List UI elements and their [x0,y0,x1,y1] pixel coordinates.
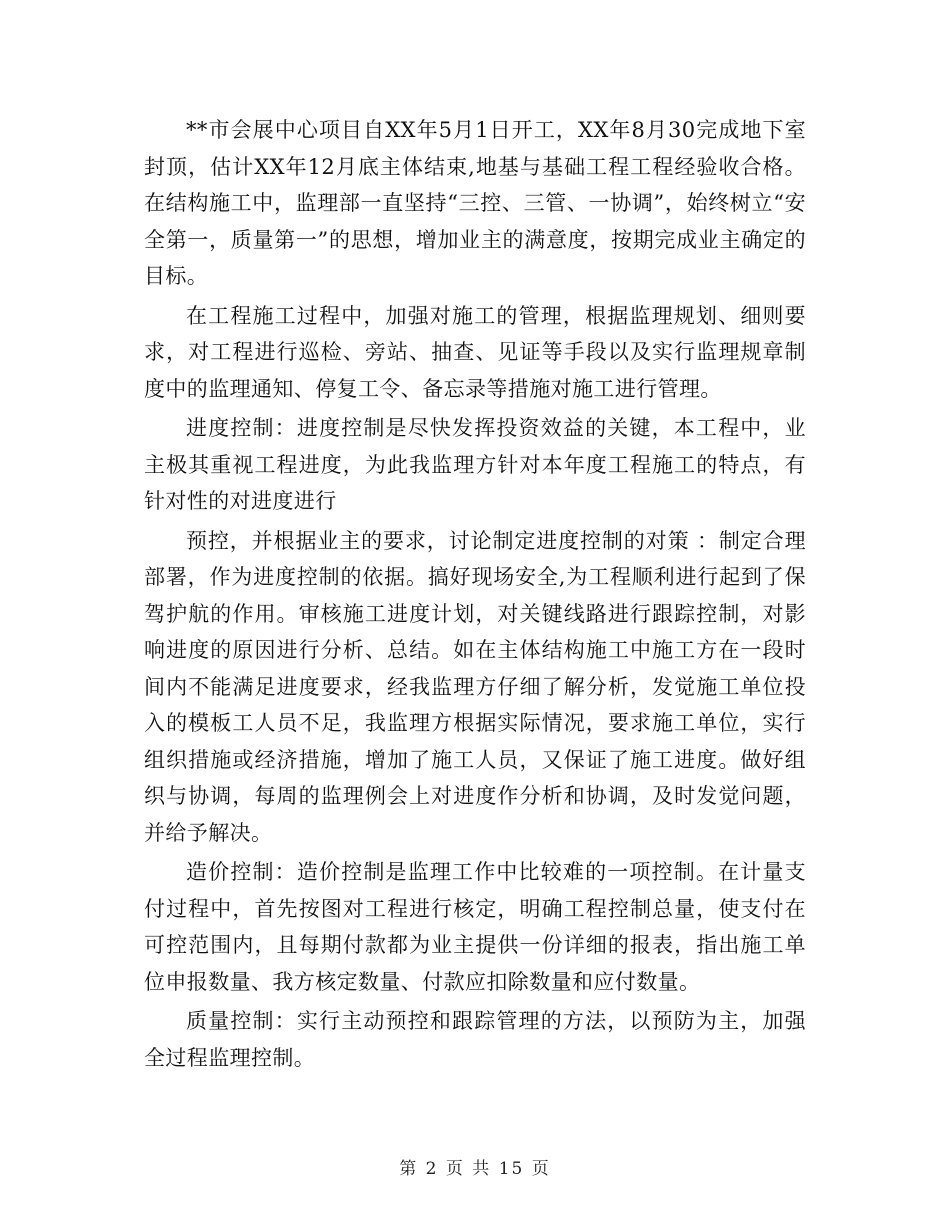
paragraph-project-overview: **市会展中心项目自XX年5月1日开工，XX年8月30完成地下室封顶，估计XX年12月底主体结束,地基与基础工程工程经验收合格。在结构施工中，监理部一直坚持“三控、三管、一协调”，始终树立“安全第一，质量第一”的思想，增加业主的满意度，按期完成业主确定的目标。 [144,118,806,288]
paragraph-cost-control: 造价控制：造价控制是监理工作中比较难的一项控制。在计量支付过程中，首先按图对工程进行核定，明确工程控制总量，使支付在可控范围内，且每期付款都为业主提供一份详细的报表，指出施工单位申报数量、我方核定数量、付款应扣除数量和应付数量。 [144,860,806,994]
paragraph-construction-management: 在工程施工过程中，加强对施工的管理，根据监理规划、细则要求，对工程进行巡检、旁站、抽查、见证等手段以及实行监理规章制度中的监理通知、停复工令、备忘录等措施对施工进行管理。 [144,303,806,401]
paragraph-schedule-control: 进度控制：进度控制是尽快发挥投资效益的关键，本工程中，业主极其重视工程进度，为此我监理方针对本年度工程施工的特点，有针对性的对进度进行 [144,416,806,513]
page-number-footer: 第 2 页 共 15 页 [399,1159,551,1179]
paragraph-schedule-precontrol: 预控，并根据业主的要求，讨论制定进度控制的对策 ：制定合理部署，作为进度控制的依据。搞好现场安全,为工程顺利进行起到了保驾护航的作用。审核施工进度计划，对关键线路进行跟踪控制，对影响进度的原因进行分析、总结。如在主体结构施工中施工方在一段时间内不能满足进度要求，经我监理方仔细了解分析，发觉施工单位投入的模板工人员不足，我监理方根据实际情况，要求施工单位，实行组织措施或经济措施，增加了施工人员，又保证了施工进度。做好组织与协调，每周的监理例会上对进度作分析和协调，及时发觉问题，并给予解决。 [144,528,806,845]
document-body [144,112,806,1079]
paragraph-quality-control: 质量控制：实行主动预控和跟踪管理的方法，以预防为主，加强全过程监理控制。 [144,1009,806,1070]
